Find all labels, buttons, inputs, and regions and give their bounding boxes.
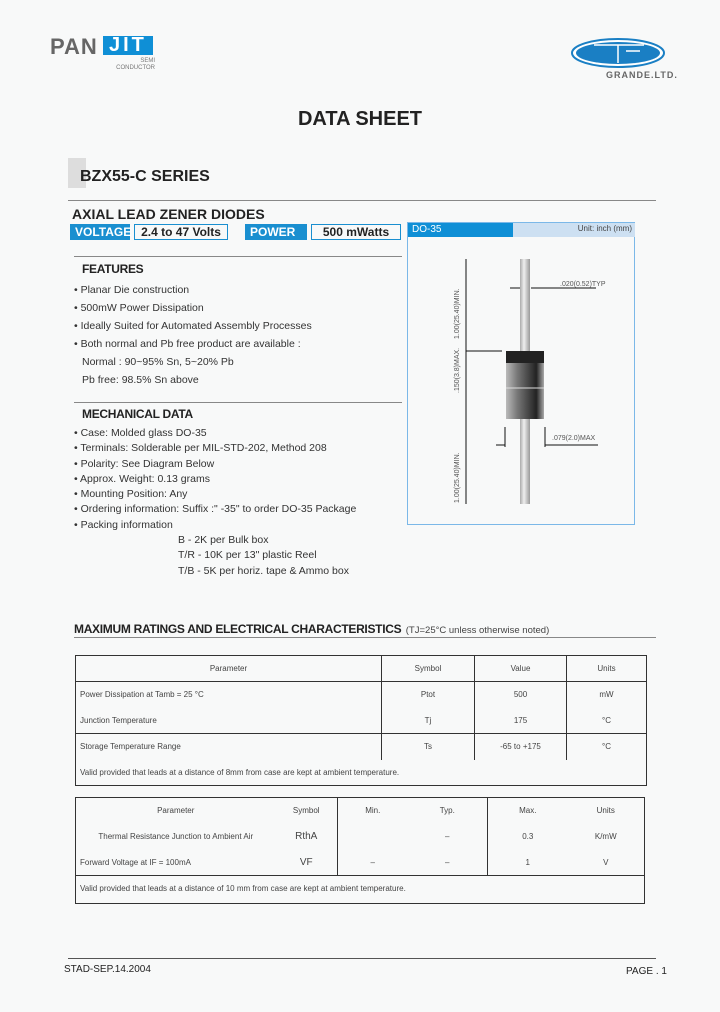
table-cell: Valid provided that leads at a distance of 10 mm from case are kept at ambient temperature. [80, 884, 406, 893]
dim-lead-bottom: 1.00(25.40)MIN. [454, 452, 461, 503]
table-cell: 500 [475, 682, 567, 708]
footer-divider [68, 958, 656, 959]
feature-sub: Normal : 90~95% Sn, 5~20% Pb [82, 356, 234, 368]
package-unit: Unit: inch (mm) [577, 224, 632, 233]
table-cell: °C [602, 715, 611, 725]
panjit-logo-pan: PAN [50, 34, 98, 59]
ratings-heading [74, 620, 549, 638]
package-name: DO-35 [408, 223, 513, 237]
item-text: Both normal and Pb free product are available : [80, 338, 301, 350]
table-cell: Symbol [276, 798, 338, 824]
table-cell: RthA [276, 824, 338, 850]
table-cell: K/mW [594, 832, 617, 841]
table-cell: Min. [365, 806, 381, 816]
table-cell: Forward Voltage at IF = 100mA [80, 857, 191, 867]
table-row [76, 708, 647, 734]
features-title: FEATURES [82, 262, 144, 276]
table-cell: 0.3 [522, 832, 534, 841]
item-text: Ordering information: Suffix :" -35" to order DO-35 Package [80, 503, 357, 516]
header-cell: Value [475, 656, 567, 682]
table-cell: -65 to +175 [475, 734, 567, 760]
item-text: 500mW Power Dissipation [80, 302, 204, 314]
item-text: Approx. Weight: 0.13 grams [80, 472, 210, 485]
dim-body-len: .150(3.8)MAX. [454, 347, 461, 393]
divider [68, 200, 656, 201]
voltage-value: 2.4 to 47 Volts [134, 224, 228, 240]
table-cell: Typ. [408, 798, 488, 824]
power-value: 500 mWatts [311, 224, 401, 240]
item-text: Packing information [80, 518, 173, 531]
feature-sub: Pb free: 98.5% Sn above [82, 374, 199, 386]
power-label: POWER [245, 224, 307, 240]
mechanical-title: MECHANICAL DATA [82, 407, 193, 421]
mechanical-list [74, 426, 356, 579]
ratings-table [75, 655, 647, 786]
header-cell: Parameter [76, 656, 382, 682]
table-header-row [76, 656, 647, 682]
table-cell: Units [596, 806, 615, 816]
panjit-logo-sub [105, 58, 155, 72]
grande-logo-text: GRANDE.LTD. [606, 70, 678, 80]
dim-lead-dia: .020(0.52)TYP [560, 281, 606, 288]
table-cell: 1 [525, 857, 530, 867]
divider [74, 637, 656, 638]
table-cell [338, 824, 408, 850]
table-cell: Power Dissipation at Tamb = 25 °C [76, 682, 382, 708]
packing-item: T/B - 5K per horiz. tape & Ammo box [178, 564, 349, 577]
table-row [76, 850, 645, 876]
table-cell: Valid provided that leads at a distance of 8mm from case are kept at ambient temperature. [80, 767, 400, 777]
item-text: Mounting Position: Any [80, 488, 188, 501]
item-text: Terminals: Solderable per MIL-STD-202, Method 208 [80, 442, 327, 455]
table-cell: 175 [475, 708, 567, 734]
feature-item: • Planar Die construction [74, 284, 190, 296]
dim-lead-top: 1.00(25.40)MIN. [454, 288, 461, 339]
item-text: Case: Molded glass DO-35 [80, 427, 207, 439]
header-cell: Symbol [382, 656, 475, 682]
ratings-title: MAXIMUM RATINGS AND ELECTRICAL CHARACTERISTICS [74, 622, 402, 636]
logo-sub1: SEMI [140, 58, 155, 64]
table-cell: V [603, 857, 609, 867]
mech-item: • Case: Molded glass DO-35 [74, 427, 207, 439]
header-cell: Units [597, 664, 616, 673]
mech-item: • Mounting Position: Any [74, 488, 188, 501]
table-cell: Max. [519, 806, 537, 816]
package-diagram [407, 222, 635, 525]
panjit-logo-jit: JIT [103, 36, 153, 55]
table-cell: °C [602, 742, 611, 752]
table-cell: VF [276, 850, 338, 876]
mech-item: • Packing information [74, 518, 173, 531]
table-cell: Junction Temperature [76, 708, 382, 734]
mech-item: • Terminals: Solderable per MIL-STD-202, Method 208 [74, 442, 327, 455]
item-text: Ideally Suited for Automated Assembly Processes [80, 320, 312, 332]
packing-item: T/R - 10K per 13" plastic Reel [178, 549, 317, 562]
table-cell: Thermal Resistance Junction to Ambient Air [98, 832, 254, 841]
table-header-row [76, 798, 645, 824]
table-footnote-row [76, 876, 645, 904]
table-row [76, 734, 647, 760]
mech-item: • Polarity: See Diagram Below [74, 457, 215, 470]
table-cell: – [370, 857, 375, 867]
table-cell: mW [599, 690, 614, 700]
series-title: BZX55-C SERIES [80, 168, 210, 185]
grande-logo-icon [570, 37, 666, 69]
characteristics-table [75, 797, 645, 904]
mech-item: • Ordering information: Suffix :" -35" to order DO-35 Package [74, 503, 357, 516]
logo-sub2: CONDUCTOR [116, 65, 155, 71]
packing-item: B - 2K per Bulk box [178, 534, 269, 547]
table-cell: Ptot [382, 682, 475, 708]
table-cell: Storage Temperature Range [76, 734, 382, 760]
table-cell: Parameter [157, 806, 195, 816]
ratings-note: (TJ=25°C unless otherwise noted) [405, 625, 550, 636]
voltage-label: VOLTAGE [70, 224, 130, 240]
table-row [76, 682, 647, 708]
footer-doc-id: STAD-SEP.14.2004 [64, 964, 151, 975]
page-title: DATA SHEET [297, 108, 423, 130]
item-text: Polarity: See Diagram Below [80, 457, 215, 470]
table-cell: Ts [382, 734, 475, 760]
table-footnote-row [76, 760, 647, 786]
feature-item: • 500mW Power Dissipation [74, 302, 204, 314]
dim-body-dia: .079(2.0)MAX [552, 435, 596, 442]
table-cell: – [408, 824, 488, 850]
divider [74, 256, 402, 257]
subtitle: AXIAL LEAD ZENER DIODES [72, 206, 265, 222]
footer-page: PAGE . 1 [626, 966, 667, 977]
table-cell: Tj [382, 708, 475, 734]
feature-item: • Ideally Suited for Automated Assembly Processes [74, 320, 312, 332]
mech-item: • Approx. Weight: 0.13 grams [74, 472, 210, 485]
item-text: Planar Die construction [80, 284, 190, 296]
table-cell: – [408, 850, 488, 876]
features-list [74, 281, 312, 389]
table-row [76, 824, 645, 850]
divider [74, 402, 402, 403]
feature-item: • Both normal and Pb free product are available : [74, 338, 301, 350]
